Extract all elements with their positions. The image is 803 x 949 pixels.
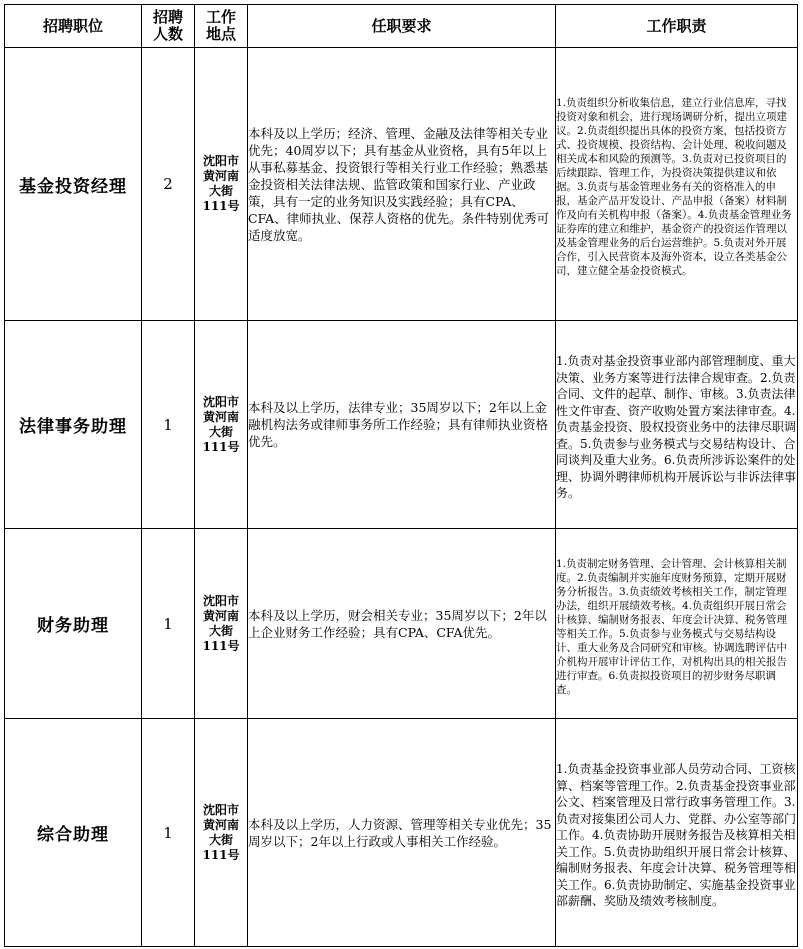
location-line: 沈阳市 <box>202 593 239 608</box>
header-location <box>195 5 248 48</box>
job-position: 财务助理 <box>5 529 142 719</box>
job-requirements: 本科及以上学历，法律专业；35周岁以下；2年以上金融机构法务或律师事务所工作经验；具有律师执业资格优先。 <box>248 321 556 529</box>
job-position: 综合助理 <box>5 719 142 947</box>
header-count-line2: 人数 <box>152 25 183 43</box>
job-location <box>195 48 248 321</box>
location-line: 黄河南 <box>202 817 239 832</box>
location-line: 111号 <box>202 847 240 862</box>
job-requirements: 本科及以上学历，财会相关专业；35周岁以下；2年以上企业财务工作经验；具有CPA、CFA优先。 <box>248 529 556 719</box>
location-line: 黄河南 <box>202 169 239 183</box>
location-line: 沈阳市 <box>202 802 239 817</box>
location-line: 大街 <box>208 184 233 198</box>
job-requirements: 本科及以上学历，人力资源、管理等相关专业优先；35周岁以下；2年以上行政或人事相关工作经验。 <box>248 719 556 947</box>
header-count-line1: 招聘 <box>152 8 183 26</box>
location-line: 沈阳市 <box>202 154 239 168</box>
location-line: 黄河南 <box>202 608 239 623</box>
table-row <box>5 529 798 719</box>
header-duties: 工作职责 <box>556 5 798 48</box>
location-line: 111号 <box>202 199 240 213</box>
job-count: 1 <box>142 321 195 529</box>
header-row <box>5 5 798 48</box>
header-location-line1: 工作 <box>205 8 236 26</box>
job-duties: 1.负责组织分析收集信息，建立行业信息库，寻找投资对象和机会，进行现场调研分析，提出立项建议。2.负责组织提出具体的投资方案，包括投资方式、投资规模、投资结构、会计处理、税收问题及相关成本和风险的预测等。3.负责对已投资项目的后续跟踪、管理工作，为投资决策提供建议和依据。3.负责与基金管理业务有关的资格准入的申报，基金产品开发设计、产品申报（备案）材料制作及向有关机构申报（备案）。4.负责基金管理业务证券库的建立和维护，基金资产的投资运作管理以及基金管理业务的后台运营维护。5.负责对外开展合作，引入民营资本及海外资本，设立各类基金公司，建立健全基金投资模式。 <box>556 48 798 321</box>
table-row <box>5 48 798 321</box>
job-count: 2 <box>142 48 195 321</box>
job-position: 法律事务助理 <box>5 321 142 529</box>
job-count: 1 <box>142 719 195 947</box>
table-row <box>5 719 798 947</box>
job-location <box>195 719 248 947</box>
location-line: 大街 <box>208 623 233 638</box>
location-line: 111号 <box>202 439 240 454</box>
location-line: 大街 <box>208 424 233 439</box>
recruitment-table <box>4 4 798 947</box>
job-duties: 1.负责基金投资事业部人员劳动合同、工资核算、档案等管理工作。2.负责基金投资事业部公文、档案管理及日常行政事务管理工作。3.负责对接集团公司人力、党群、办公室等部门工作。4.负责协助开展财务报告及核算相关相关工作。5.负责协助组织开展日常会计核算、编制财务报表、年度会计决算、税务管理等相关工作。6.负责协助制定、实施基金投资事业部薪酬、奖励及绩效考核制度。 <box>556 719 798 947</box>
job-duties: 1.负责对基金投资事业部内部管理制度、重大决策、业务方案等进行法律合规审查。2.负责合同、文件的起草、制作、审核。3.负责法律性文件审查、资产收购处置方案法律审查。4.负责基金投资、股权投资业务中的法律尽职调查。5.负责参与业务模式与交易结构设计、合同谈判及重大业务。6.负责所涉诉讼案件的处理、协调外聘律师机构开展诉讼与非诉法律事务。 <box>556 321 798 529</box>
job-duties: 1.负责制定财务管理、会计管理、会计核算相关制度。2.负责编制并实施年度财务预算，定期开展财务分析报告。3.负责绩效考核相关工作，制定管理办法，组织开展绩效考核。4.负责组织开展日常会计核算、编制财务报表、年度会计决算、税务管理等相关工作。5.负责参与业务模式与交易结构设计、重大业务及合同研究和审核。协调选聘评估中介机构开展审计评估工作，对机构出具的相关报告进行审查。6.负责拟投资项目的初步财务尽职调查。 <box>556 529 798 719</box>
header-location-line2: 地点 <box>205 25 236 43</box>
job-requirements: 本科及以上学历；经济、管理、金融及法律等相关专业优先；40周岁以下；具有基金从业资格，具有5年以上从事私募基金、投资银行等相关行业工作经验；熟悉基金投资相关法律法规、监管政策和国家行业、产业政策，具有一定的业务知识及实践经验；具有CPA、CFA、律师执业、保荐人资格的优先。条件特别优秀可适度放宽。 <box>248 48 556 321</box>
table-row <box>5 321 798 529</box>
location-line: 沈阳市 <box>202 394 239 409</box>
header-requirements: 任职要求 <box>248 5 556 48</box>
header-position: 招聘职位 <box>5 5 142 48</box>
location-line: 黄河南 <box>202 409 239 424</box>
header-count <box>142 5 195 48</box>
job-location <box>195 321 248 529</box>
location-line: 大街 <box>208 832 233 847</box>
job-count: 1 <box>142 529 195 719</box>
job-location <box>195 529 248 719</box>
location-line: 111号 <box>202 638 240 653</box>
job-position: 基金投资经理 <box>5 48 142 321</box>
